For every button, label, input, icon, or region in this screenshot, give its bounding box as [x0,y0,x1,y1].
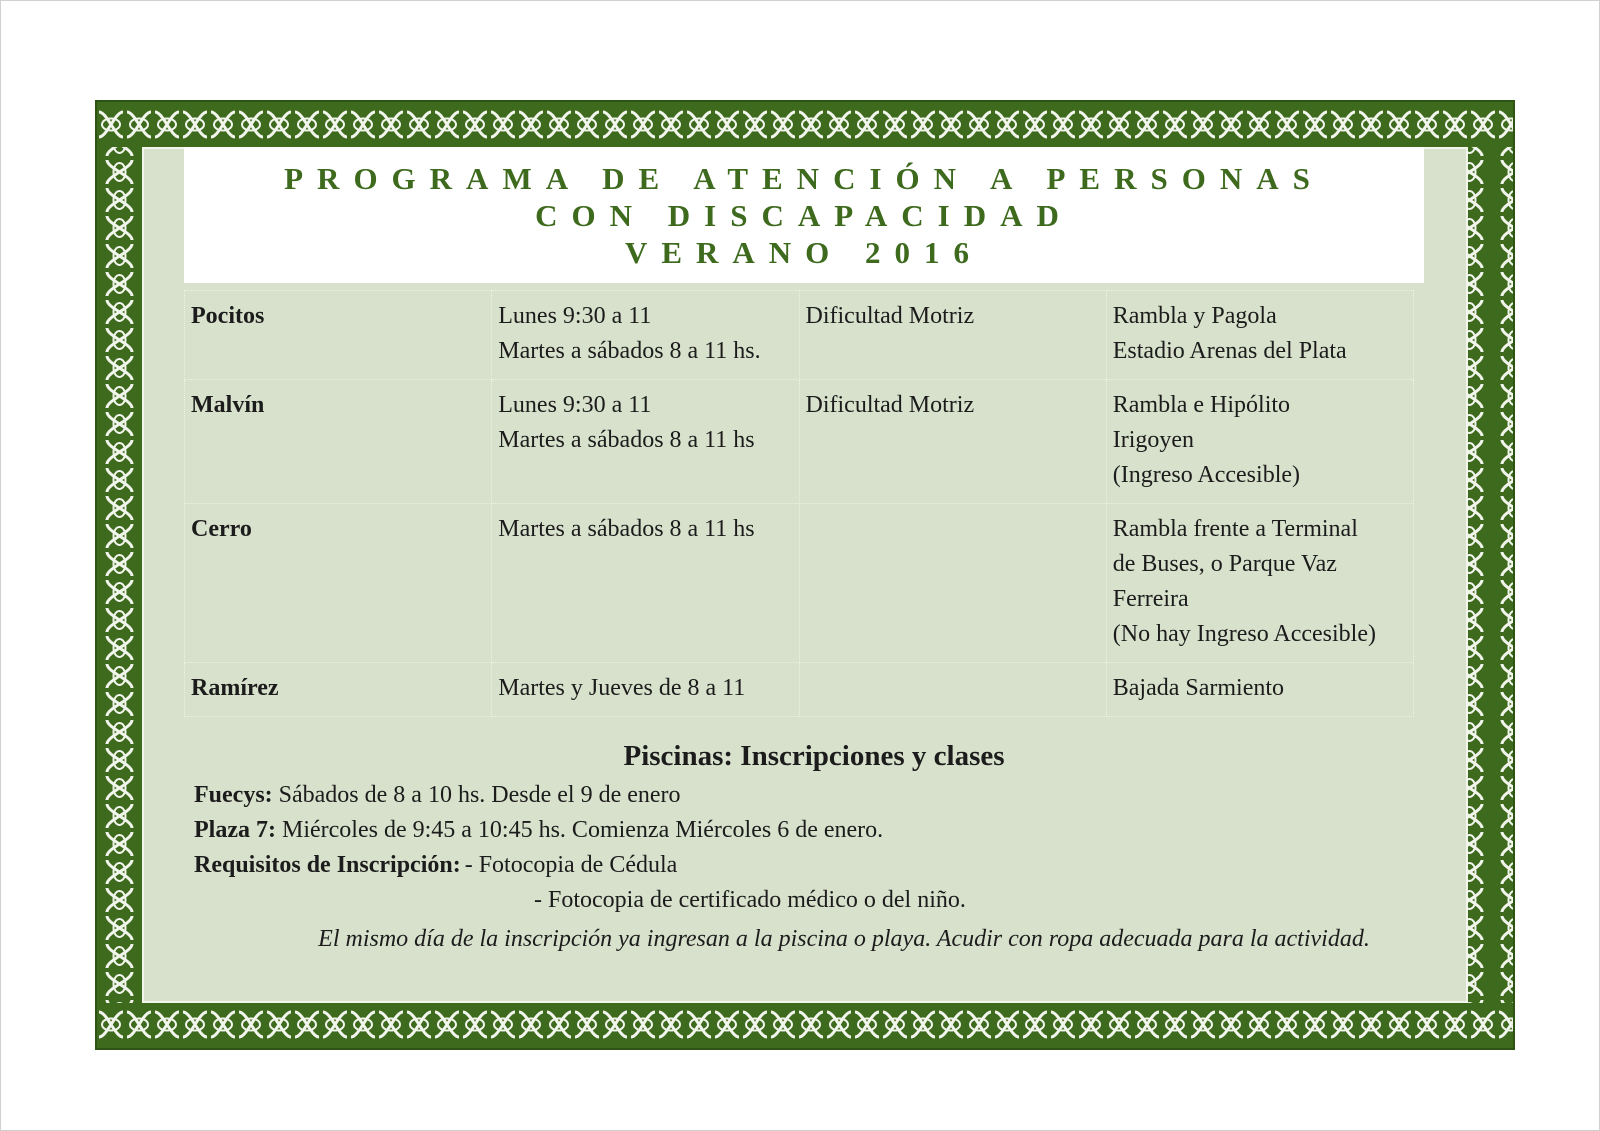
hours-cell [492,291,799,380]
celtic-knot-border [95,100,1515,1050]
plaza-label: Plaza 7: [194,817,276,843]
title-line-2: CON DISCAPACIDAD [535,197,1073,233]
table-row [185,663,1414,717]
table-row [185,291,1414,380]
location-cell: Malvín [185,380,492,504]
place-cell [1106,291,1413,380]
place-line: Rambla frente a Terminal [1112,516,1358,542]
place-line: Rambla e Hipólito [1112,392,1291,418]
title-band [184,147,1424,283]
place-line: Irigoyen [1112,427,1195,453]
place-cell [1106,380,1413,504]
plaza-row [194,813,1434,848]
location-cell: Cerro [185,504,492,663]
table-row [185,504,1414,663]
location-cell: Pocitos [185,291,492,380]
requirement-item: - Fotocopia de Cédula [464,852,678,878]
condition-cell [799,504,1106,663]
condition-cell: Dificultad Motriz [799,291,1106,380]
hours-cell [492,504,799,663]
hours-line: Martes a sábados 8 a 11 hs [498,427,755,453]
title-line-3: VERANO 2016 [624,234,984,270]
condition-cell [799,663,1106,717]
hours-line: Lunes 9:30 a 11 [498,392,652,418]
hours-line: Martes a sábados 8 a 11 hs [498,516,755,542]
content-panel [142,147,1468,1003]
pool-heading: Piscinas: Inscripciones y clases [623,740,1005,772]
fuecys-label: Fuecys: [194,782,273,808]
title-line-1: PROGRAMA DE ATENCIÓN A PERSONAS [284,160,1324,196]
hours-line: Martes a sábados 8 a 11 hs. [498,338,761,364]
table-row [185,380,1414,504]
pool-section [194,736,1434,957]
fuecys-text: Sábados de 8 a 10 hs. Desde el 9 de enero [272,782,681,808]
fuecys-row [194,778,1434,813]
location-cell: Ramírez [185,663,492,717]
place-line: Estadio Arenas del Plata [1112,338,1347,364]
plaza-text: Miércoles de 9:45 a 10:45 hs. Comienza Miércoles 6 de enero. [275,817,884,843]
place-line: Rambla y Pagola [1112,303,1277,329]
place-cell [1106,663,1413,717]
requirement-item: - Fotocopia de certificado médico o del niño. [534,887,966,913]
requirements-label: Requisitos de Inscripción: [194,852,461,878]
place-cell [1106,504,1413,663]
place-line: (Ingreso Accesible) [1112,462,1301,488]
place-line: (No hay Ingreso Accesible) [1112,621,1376,647]
pool-note: El mismo día de la inscripción ya ingresan a la piscina o playa. Acudir con ropa adecuada para la actividad. [318,926,1370,952]
schedule-table [184,290,1414,717]
requirements-row [194,848,1434,883]
hours-line: Martes y Jueves de 8 a 11 [498,675,746,701]
hours-cell [492,663,799,717]
hours-cell [492,380,799,504]
place-line: Ferreira [1112,586,1189,612]
condition-cell: Dificultad Motriz [799,380,1106,504]
hours-line: Lunes 9:30 a 11 [498,303,652,329]
place-line: Bajada Sarmiento [1112,675,1285,701]
place-line: de Buses, o Parque Vaz [1112,551,1337,577]
